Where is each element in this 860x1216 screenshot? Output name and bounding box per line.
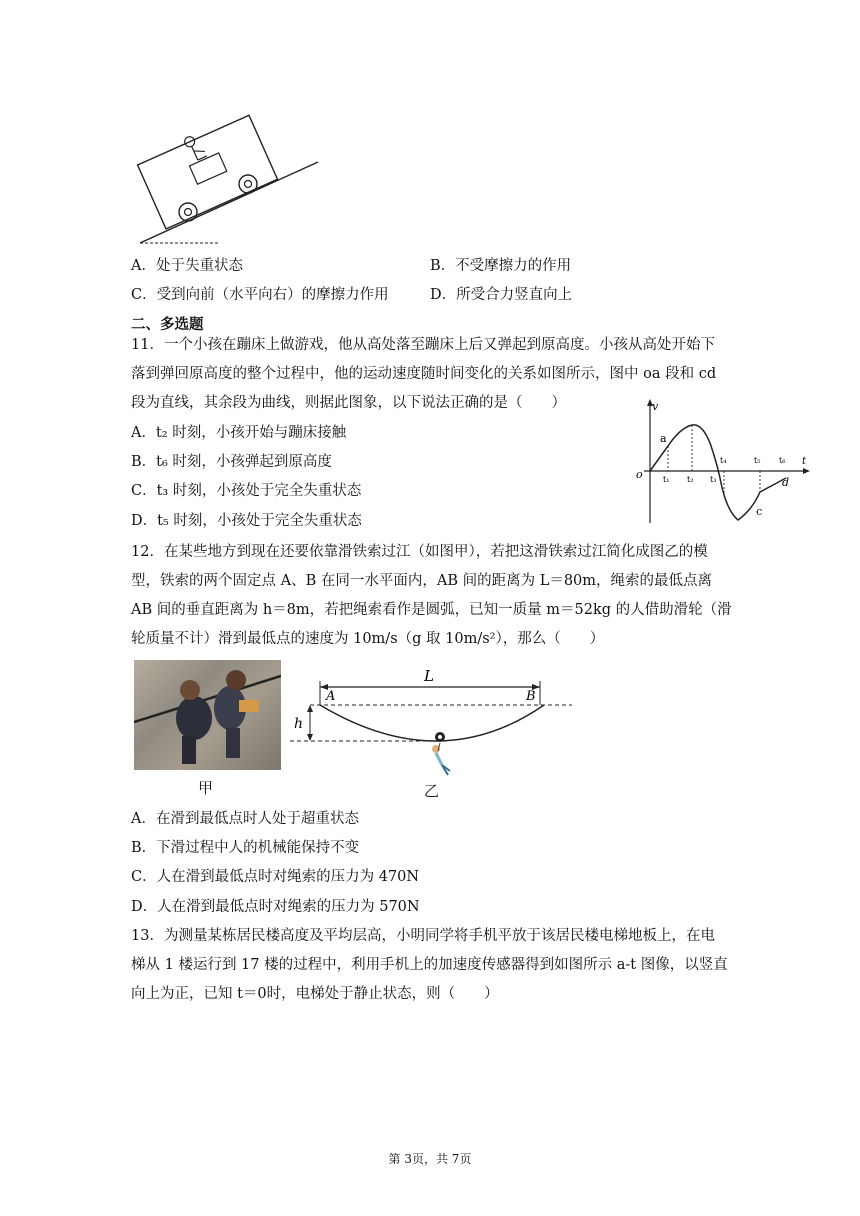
q10-option-b: B．不受摩擦力的作用: [430, 258, 572, 274]
graph-label-t6: t₆: [779, 456, 786, 465]
graph-label-c: c: [756, 505, 763, 518]
q12-stem-line1: 12．在某些地方到现在还要依靠滑铁索过江（如图甲），若把这滑铁索过江简化成图乙的模: [131, 544, 708, 560]
cart-incline-figure: [130, 100, 330, 250]
q12-option-a: A．在滑到最低点时人处于超重状态: [131, 811, 359, 827]
q11-stem-line3: 段为直线，其余段为曲线，则据此图象，以下说法正确的是（ ）: [131, 395, 566, 411]
graph-label-v: v: [652, 400, 659, 413]
page-footer: 第 3页，共 7页: [388, 1152, 472, 1166]
graph-label-t2: t₂: [687, 475, 694, 484]
q12-rope-diagram: [290, 665, 580, 780]
label-A: A: [326, 689, 336, 704]
q12-option-b: B．下滑过程中人的机械能保持不变: [131, 840, 360, 856]
q11-stem-line2: 落到弹回原高度的整个过程中，他的运动速度随时间变化的关系如图所示，图中 oa 段和 cd: [131, 366, 717, 382]
graph-label-t4: t₄: [720, 456, 727, 465]
q12-stem-line3: AB 间的垂直距离为 h＝8m，若把绳索看作是圆弧，已知一质量 m＝52kg 的人借助滑轮（滑: [131, 602, 732, 618]
q11-vt-graph: [630, 398, 810, 526]
q12-option-c: C．人在滑到最低点时对绳索的压力为 470N: [131, 869, 420, 885]
q12-stem-line2: 型，铁索的两个固定点 A、B 在同一水平面内，AB 间的距离为 L＝80m，绳索的最低点离: [131, 573, 713, 589]
graph-label-a: a: [660, 432, 667, 445]
fig-label-yi: 乙: [424, 782, 440, 800]
q10-option-c: C．受到向前（水平向右）的摩擦力作用: [131, 287, 389, 303]
q11-option-a: A．t₂ 时刻，小孩开始与蹦床接触: [131, 425, 347, 441]
fig-label-jia: 甲: [198, 779, 214, 797]
graph-label-t1: t₁: [663, 475, 670, 484]
label-h: h: [294, 716, 304, 732]
label-B: B: [526, 689, 536, 704]
section-title: 二、多选题: [131, 316, 204, 333]
q11-option-d: D．t₅ 时刻，小孩处于完全失重状态: [131, 513, 362, 529]
label-L: L: [424, 667, 434, 685]
graph-label-d: d: [782, 476, 790, 489]
q12-stem-line4: 轮质量不计）滑到最低点的速度为 10m/s（g 取 10m/s²），那么（ ）: [131, 631, 605, 647]
graph-label-t3: t₃: [710, 475, 717, 484]
q12-option-d: D．人在滑到最低点时对绳索的压力为 570N: [131, 899, 420, 915]
graph-label-o: o: [636, 468, 643, 481]
q13-stem-line2: 梯从 1 楼运行到 17 楼的过程中，利用手机上的加速度传感器得到如图所示 a-t 图像，以竖直: [131, 957, 728, 973]
q11-option-c: C．t₃ 时刻，小孩处于完全失重状态: [131, 483, 362, 499]
q13-stem-line1: 13．为测量某栋居民楼高度及平均层高，小明同学将手机平放于该居民楼电梯地板上，在电: [131, 928, 715, 944]
q10-option-d: D．所受合力竖直向上: [430, 287, 573, 303]
zipline-photo: [134, 660, 281, 770]
graph-label-t: t: [802, 456, 807, 467]
q11-option-b: B．t₆ 时刻，小孩弹起到原高度: [131, 454, 332, 470]
q10-option-a: A．处于失重状态: [131, 258, 243, 274]
q13-stem-line3: 向上为正，已知 t＝0时，电梯处于静止状态，则（ ）: [131, 986, 499, 1002]
graph-label-t5: t₅: [754, 456, 761, 465]
q11-stem-line1: 11．一个小孩在蹦床上做游戏，他从高处落至蹦床上后又弹起到原高度。小孩从高处开始下: [131, 337, 715, 353]
